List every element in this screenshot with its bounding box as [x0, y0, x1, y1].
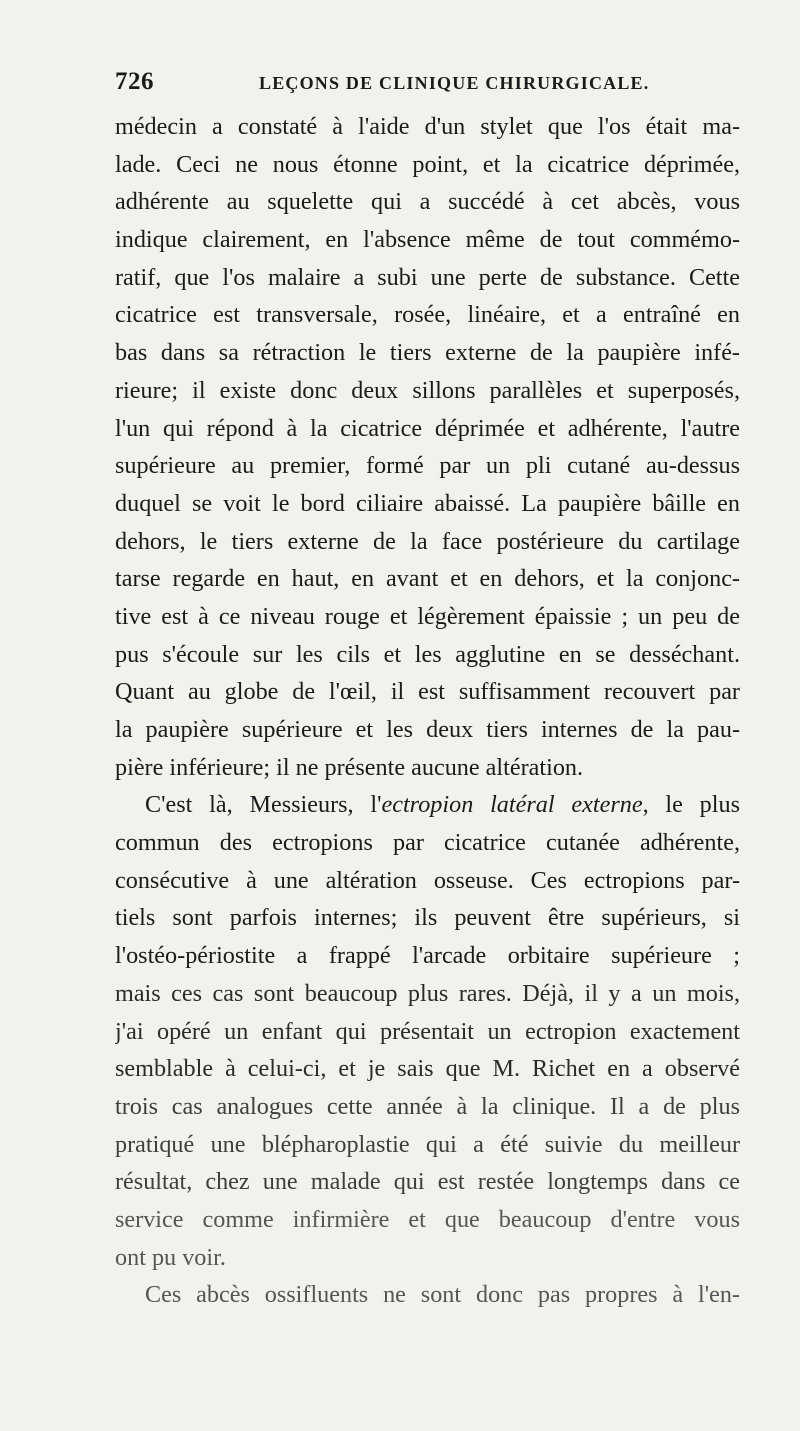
text-line: j'ai opéré un enfant qui présentait un ectropion exactement: [115, 1017, 740, 1045]
text-line: rieure; il existe donc deux sillons parallèles et superposés,: [115, 376, 740, 404]
paragraph-first-line: Ces abcès ossifluents ne sont donc pas propres à l'en-: [145, 1281, 740, 1309]
text-line: bas dans sa rétraction le tiers externe de la paupière infé-: [115, 339, 740, 367]
text-line: dehors, le tiers externe de la face postérieure du cartilage: [115, 527, 740, 555]
running-title: LEÇONS DE CLINIQUE CHIRURGICALE.: [259, 73, 650, 93]
text-line: service comme infirmière et que beaucoup d'entre vous: [115, 1205, 740, 1233]
text-line: tiels sont parfois internes; ils peuvent être supérieurs, si: [115, 904, 740, 932]
text-run: C'est là, Messieurs, l': [145, 791, 382, 819]
text-line: ratif, que l'os malaire a subi une perte de substance. Cette: [115, 263, 740, 291]
text-line: l'ostéo-périostite a frappé l'arcade orbitaire supérieure ;: [115, 942, 740, 970]
text-line: mais ces cas sont beaucoup plus rares. Déjà, il y a un mois,: [115, 979, 740, 1007]
text-line: ont pu voir.: [115, 1243, 226, 1271]
text-line: lade. Ceci ne nous étonne point, et la cicatrice déprimée,: [115, 150, 740, 178]
text-line: pière inférieure; il ne présente aucune altération.: [115, 753, 584, 781]
italic-term: ectropion latéral externe: [381, 791, 643, 819]
running-head: [115, 68, 740, 108]
text-line: supérieure au premier, formé par un pli cutané au-dessus: [115, 452, 740, 480]
text-line: la paupière supérieure et les deux tiers internes de la pau-: [115, 716, 740, 743]
text-line: semblable à celui-ci, et je sais que M. Richet en a observé: [115, 1055, 740, 1083]
text-line: duquel se voit le bord ciliaire abaissé. La paupière bâille en: [115, 489, 740, 517]
text-line: médecin a constaté à l'aide d'un stylet que l'os était ma-: [115, 113, 740, 140]
page-number: 726: [115, 68, 154, 95]
text-line: l'un qui répond à la cicatrice déprimée et adhérente, l'autre: [115, 414, 740, 442]
text-line: consécutive à une altération osseuse. Ces ectropions par-: [115, 866, 740, 894]
text-line: adhérente au squelette qui a succédé à cet abcès, vous: [115, 188, 740, 216]
text-line: pus s'écoule sur les cils et les agglutine en se desséchant.: [115, 640, 740, 668]
text-line: trois cas analogues cette année à la clinique. Il a de plus: [115, 1092, 740, 1120]
text-line: commun des ectropions par cicatrice cutanée adhérente,: [115, 829, 740, 857]
text-line: indique clairement, en l'absence même de tout commémo-: [115, 226, 740, 254]
paragraph-first-line: [115, 786, 740, 824]
text-run: , le plus: [642, 791, 740, 819]
text-line: pratiqué une blépharoplastie qui a été suivie du meilleur: [115, 1130, 740, 1158]
text-line: cicatrice est transversale, rosée, linéaire, et a entraîné en: [115, 301, 740, 329]
text-line: Quant au globe de l'œil, il est suffisamment recouvert par: [115, 678, 740, 706]
body-text: [115, 108, 740, 1314]
text-line: tive est à ce niveau rouge et légèrement épaissie ; un peu de: [115, 602, 740, 630]
text-line: résultat, chez une malade qui est restée longtemps dans ce: [115, 1168, 740, 1196]
text-line: tarse regarde en haut, en avant et en dehors, et la conjonc-: [115, 565, 740, 593]
